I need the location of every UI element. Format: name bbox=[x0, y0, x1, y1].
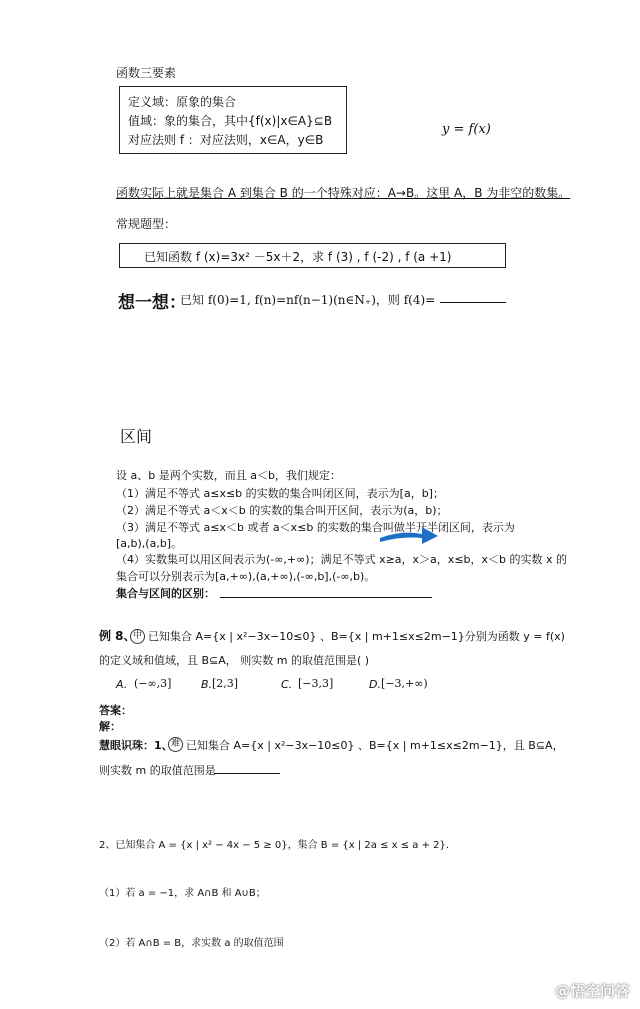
section-heading-function-elements: 函数三要素 bbox=[116, 66, 177, 80]
option-c: [−3,3] bbox=[298, 677, 334, 690]
watermark: @悟空问答 bbox=[554, 982, 630, 1000]
interval-item-4: （4）实数集可以用区间表示为(-∞,+∞)；满足不等式 x≥a，x＞a，x≤b，x＜b 的实数 x 的 bbox=[116, 553, 568, 566]
example8-label: 例 8、 bbox=[99, 629, 136, 643]
option-d-label: D. bbox=[369, 678, 381, 691]
difficulty-badge bbox=[130, 626, 145, 645]
question-2-part-1: （1）若 a = −1，求 A∩B 和 A∪B； bbox=[99, 888, 266, 899]
example8-text-1: 已知集合 A={x | x²−3x−10≤0} 、B={x | m+1≤x≤2m−1}分别为函数 y = f(x) bbox=[148, 630, 565, 643]
think-label: 想一想： bbox=[118, 293, 186, 313]
option-b: [2,3] bbox=[212, 677, 239, 690]
interval-item-2: （2）满足不等式 a＜x＜b 的实数的集合叫开区间，表示为(a，b)； bbox=[116, 504, 448, 517]
option-b-label: B. bbox=[201, 678, 213, 691]
interval-intro: 设 a、b 是两个实数，而且 a＜b，我们规定： bbox=[116, 469, 341, 482]
answer-blank bbox=[440, 288, 506, 303]
option-a-label: A. bbox=[116, 678, 128, 691]
interval-item-3: （3）满足不等式 a≤x＜b 或者 a＜x≤b 的实数的集合叫做半开半闭区间，表示为 bbox=[116, 521, 515, 534]
interval-heading: 区间 bbox=[120, 427, 153, 446]
interval-item-4-cont: 集合可以分别表示为[a,+∞),(a,+∞),(-∞,b],(-∞,b)。 bbox=[116, 570, 376, 583]
example8-text-2: 的定义域和值域，且 B⊆A， 则实数 m 的取值范围是( ) bbox=[99, 654, 370, 667]
difficulty-badge-text: 中 bbox=[130, 629, 145, 644]
answer-label: 答案： bbox=[99, 704, 132, 717]
interval-item-3-cont: [a,b),(a,b]。 bbox=[116, 537, 183, 550]
practice-label: 慧眼识珠：1、 bbox=[99, 739, 173, 752]
box-line-domain: 定义域：原象的集合 bbox=[128, 95, 237, 109]
definition-box bbox=[119, 86, 347, 154]
practice-blank bbox=[214, 760, 280, 774]
practice-text-2: 则实数 m 的取值范围是 bbox=[99, 764, 216, 777]
diff-blank bbox=[220, 585, 432, 598]
question-2: 2、已知集合 A = {x | x² − 4x − 5 ≥ 0}，集合 B = {x | 2a ≤ x ≤ a + 2}. bbox=[99, 840, 450, 851]
formula-y-fx: y = f(x) bbox=[442, 122, 491, 137]
difficulty-badge-2 bbox=[168, 734, 183, 753]
example-box bbox=[119, 243, 506, 268]
set-interval-diff-label: 集合与区间的区别： bbox=[116, 587, 215, 600]
blue-arrow-icon bbox=[378, 524, 440, 546]
function-note: 函数实际上就是集合 A 到集合 B 的一个特殊对应：A→B。这里 A，B 为非空的数集。 bbox=[116, 186, 571, 200]
solution-label: 解： bbox=[99, 720, 121, 733]
box-line-mapping: 对应法则 f ：对应法则，x∈A，y∈B bbox=[128, 133, 324, 147]
option-a: (−∞,3] bbox=[134, 677, 172, 690]
option-d: [−3,+∞) bbox=[381, 677, 428, 690]
question-2-part-2: （2）若 A∩B = B，求实数 a 的取值范围 bbox=[99, 938, 284, 949]
practice-text-1: 已知集合 A={x | x²−3x−10≤0} 、B={x | m+1≤x≤2m−1}，且 B⊆A， bbox=[186, 739, 564, 752]
option-c-label: C. bbox=[281, 678, 293, 691]
box-line-range: 值域：象的集合，其中{f(x)|x∈A}⊆B bbox=[128, 114, 333, 128]
think-text: 已知 f(0)=1, f(n)=nf(n−1)(n∈N₊)，则 f(4)= bbox=[180, 293, 436, 307]
difficulty-badge-2-text: 难 bbox=[168, 737, 183, 752]
common-type-label: 常规题型： bbox=[116, 217, 177, 231]
interval-item-1: （1）满足不等式 a≤x≤b 的实数的集合叫闭区间，表示为[a，b]； bbox=[116, 487, 444, 500]
example-text: 已知函数 f (x)=3x² －5x＋2，求 f (3) , f (-2) , f (a +1) bbox=[144, 250, 452, 264]
